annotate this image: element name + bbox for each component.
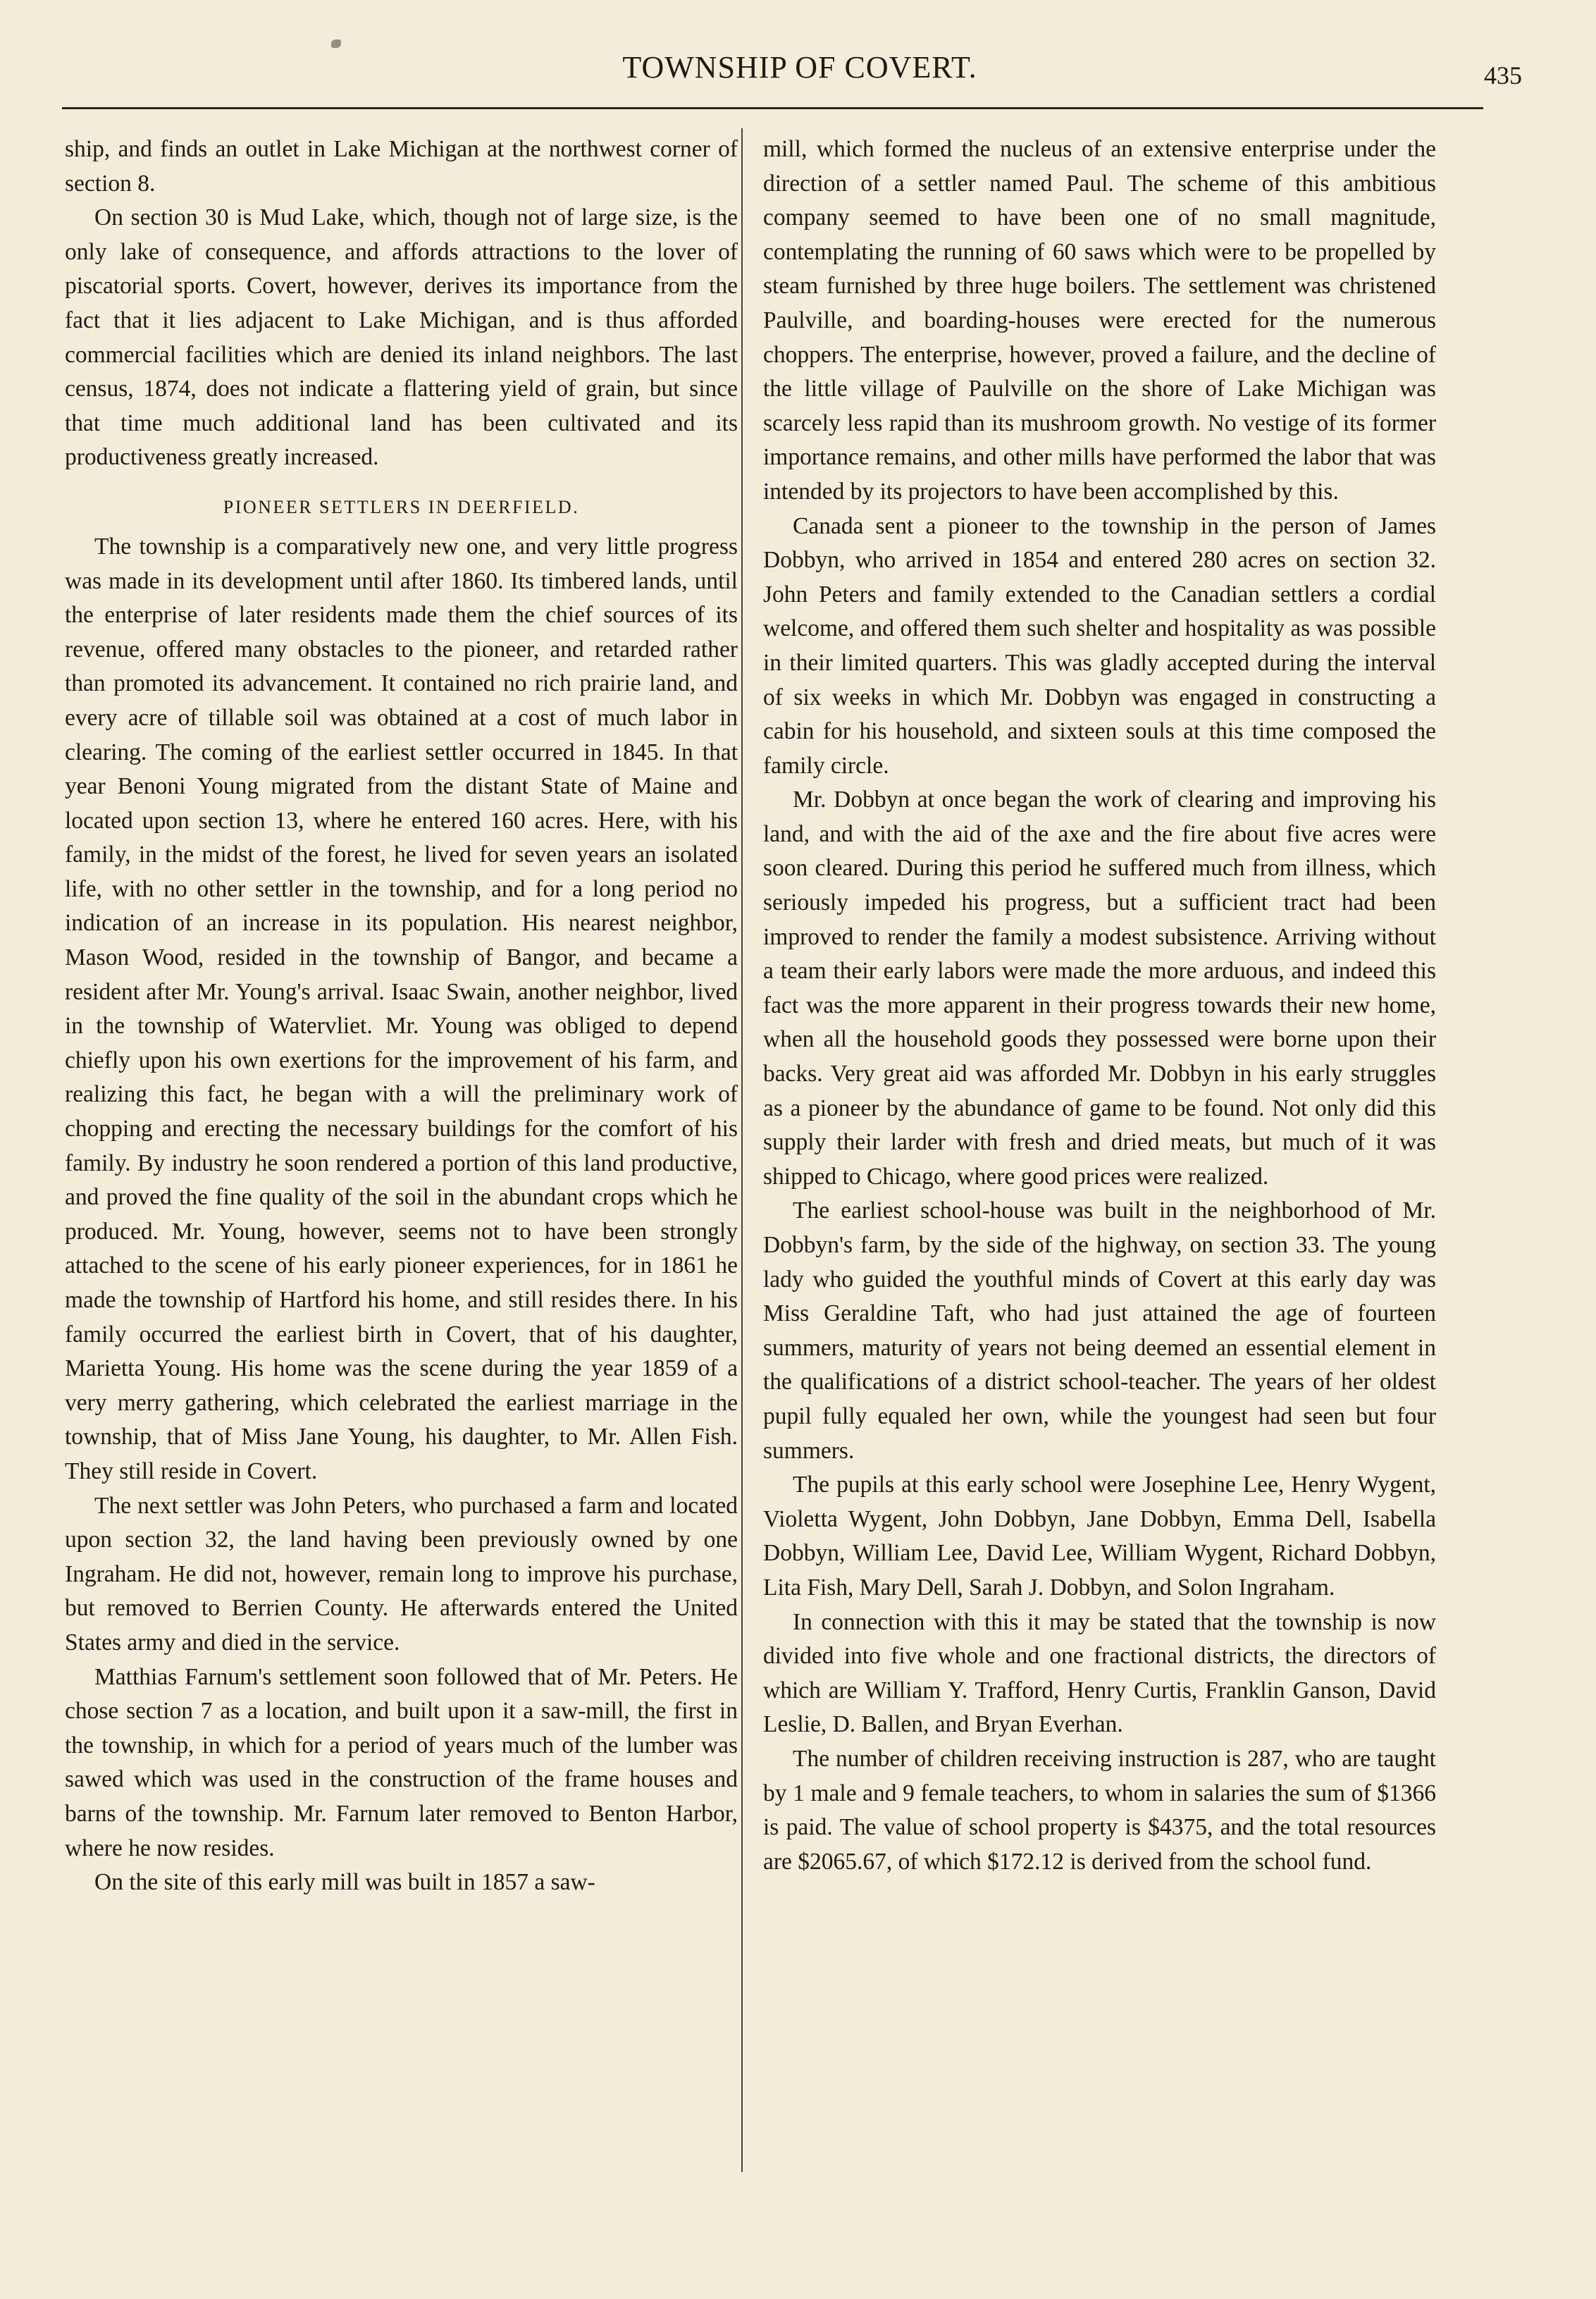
paragraph: ship, and finds an outlet in Lake Michigan at the northwest corner of section 8. bbox=[65, 136, 738, 197]
page-header bbox=[63, 49, 1536, 92]
paragraph: The township is a comparatively new one, and very little progress was made in its development until after 1860. Its timbered lands, until the enterprise of later residents made them the chief sources of its revenue, offered many obstacles to the pioneer, and retarded rather than promoted its advancement. It contained no rich prairie land, and every acre of tillable soil was obtained at a cost of much labor in clearing. The coming of the earliest settler occurred in 1845. In that year Benoni Young migrated from the distant State of Maine and located upon section 13, where he entered 160 acres. Here, with his family, in the midst of the forest, he lived for seven years an isolated life, with no other settler in the township, and for a long period no indication of an increase in its population. His nearest neighbor, Mason Wood, resided in the township of Bangor, and became a resident after Mr. Young's arrival. Isaac Swain, another neighbor, lived in the township of Watervliet. Mr. Young was obliged to depend chiefly upon his own exertions for the improvement of his farm, and realizing this fact, he began with a will the preliminary work of chopping and erecting the necessary buildings for the comfort of his family. By industry he soon rendered a portion of this land productive, and proved the fine quality of the soil in the abundant crops which he produced. Mr. Young, however, seems not to have been strongly attached to the scene of his early pioneer experiences, for in 1861 he made the township of Hartford his home, and still resides there. In his family occurred the earliest birth in Covert, that of his daughter, Marietta Young. His home was the scene during the year 1859 of a very merry gathering, which celebrated the earliest marriage in the township, that of Miss Jane Young, his daughter, to Mr. Allen Fish. They still reside in Covert. bbox=[65, 533, 738, 1484]
paragraph: The pupils at this early school were Josephine Lee, Henry Wygent, Violetta Wygent, John Dobbyn, Jane Dobbyn, Emma Dell, Isabella Dobbyn, William Lee, David Lee, William Wygent, Richard Dobbyn, Lita Fish, Mary Dell, Sarah J. Dobbyn, and Solon Ingraham. bbox=[763, 1472, 1436, 1601]
paragraph: The earliest school-house was built in the neighborhood of Mr. Dobbyn's farm, by the side of the highway, on section 33. The young lady who guided the youthful minds of Covert at this early day was Miss Geraldine Taft, who had just attained the age of fourteen summers, maturity of years not being deemed an essential element in the qualifications of a district school-teacher. The years of her oldest pupil fully equaled her own, while the youngest had seen but four summers. bbox=[763, 1197, 1436, 1464]
column-divider bbox=[741, 128, 743, 2172]
paragraph: Mr. Dobbyn at once began the work of clearing and improving his land, and with the aid of the axe and the fire about five acres were soon cleared. During this period he suffered much from illness, which seriously impeded his progress, but a sufficient tract had been improved to render the family a modest subsistence. Arriving without a team their early labors were made the more arduous, and indeed this fact was the more apparent in their progress towards their new home, when all the household goods they possessed were borne upon their backs. Very great aid was afforded Mr. Dobbyn in his early struggles as a pioneer by the abundance of game to be found. Not only did this supply their larder with fresh and dried meats, but much of it was shipped to Chicago, where good prices were realized. bbox=[763, 787, 1436, 1190]
section-heading: PIONEER SETTLERS IN DEERFIELD. bbox=[223, 496, 580, 517]
paragraph: On section 30 is Mud Lake, which, though not of large size, is the only lake of consequence, and affords attractions to the lover of piscatorial sports. Covert, however, derives its importance from the fact that it lies adjacent to Lake Michigan, and is thus afforded commercial facilities which are denied its inland neighbors. The last census, 1874, does not indicate a flattering yield of grain, but since that time much additional land has been cultivated and its productiveness greatly increased. bbox=[65, 204, 738, 471]
paragraph: The number of children receiving instruction is 287, who are taught by 1 male and 9 female teachers, to whom in salaries the sum of $1366 is paid. The value of school property is $4375, and the total resources are $2065.67, of which $172.12 is derived from the school fund. bbox=[763, 1745, 1436, 1875]
paragraph: Canada sent a pioneer to the township in the person of James Dobbyn, who arrived in 1854 and entered 280 acres on section 32. John Peters and family extended to the Canadian settlers a cordial welcome, and offered them such shelter and hospitality as was possible in their limited quarters. This was gladly accepted during the interval of six weeks in which Mr. Dobbyn was engaged in constructing a cabin for his household, and sixteen souls at this time composed the family circle. bbox=[763, 512, 1436, 779]
paragraph: mill, which formed the nucleus of an extensive enterprise under the direction of a settler named Paul. The scheme of this ambitious company seemed to have been one of no small magnitude, contemplating the running of 60 saws which were to be propelled by steam furnished by three huge boilers. The settlement was christened Paulville, and boarding-houses were erected for the numerous choppers. The enterprise, however, proved a failure, and the decline of the little village of Paulville on the shore of Lake Michigan was scarcely less rapid than its mushroom growth. No vestige of its former importance remains, and other mills have performed the labor that was intended by its projectors to have been accomplished by this. bbox=[763, 136, 1436, 505]
paragraph: The next settler was John Peters, who purchased a farm and located upon section 32, the land having been previously owned by one Ingraham. He did not, however, remain long to improve his purchase, but removed to Berrien County. He afterwards entered the United States army and died in the service. bbox=[65, 1492, 738, 1656]
page-number: 435 bbox=[1484, 61, 1522, 90]
left-column bbox=[65, 132, 738, 1900]
running-title: TOWNSHIP OF COVERT. bbox=[622, 50, 977, 85]
header-rule bbox=[62, 107, 1483, 109]
paragraph: In connection with this it may be stated that the township is now divided into five whole and one fractional districts, the directors of which are William Y. Trafford, Henry Curtis, Franklin Ganson, David Leslie, D. Ballen, and Bryan Everhan. bbox=[763, 1608, 1436, 1738]
paragraph: On the site of this early mill was built in 1857 a saw- bbox=[94, 1869, 595, 1896]
ink-smudge bbox=[331, 39, 341, 48]
right-column bbox=[763, 132, 1436, 1879]
paragraph: Matthias Farnum's settlement soon followed that of Mr. Peters. He chose section 7 as a location, and built upon it a saw-mill, the first in the township, in which for a period of years much of the lumber was sawed which was used in the construction of the frame houses and barns of the township. Mr. Farnum later removed to Benton Harbor, where he now resides. bbox=[65, 1663, 738, 1861]
